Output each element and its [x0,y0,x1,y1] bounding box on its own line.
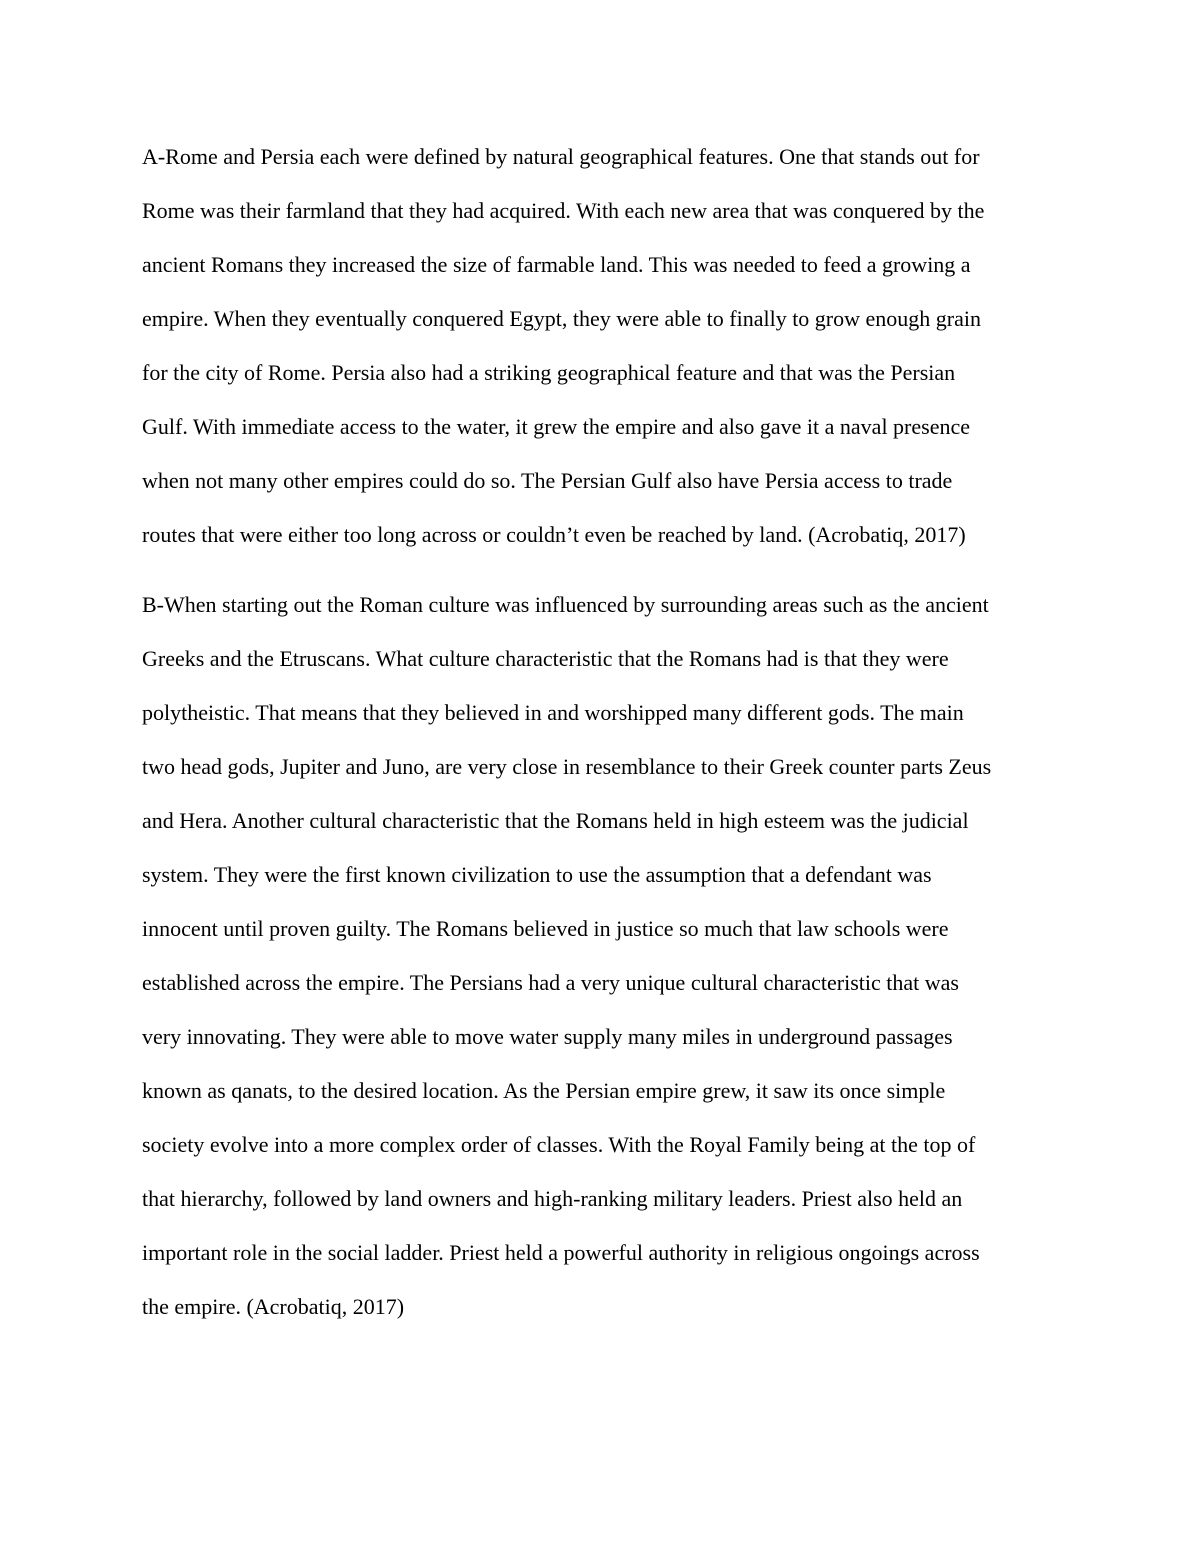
text-line: when not many other empires could do so. The Persian Gulf also have Persia access to trade [142,468,953,493]
text-line: for the city of Rome. Persia also had a striking geographical feature and that was the Persian [142,360,956,385]
text-line: Greeks and the Etruscans. What culture characteristic that the Romans had is that they were [142,646,949,671]
text-line: the empire. (Acrobatiq, 2017) [142,1294,405,1319]
text-line: Rome was their farmland that they had acquired. With each new area that was conquered by the [142,198,985,223]
text-line: and Hera. Another cultural characteristic that the Romans held in high esteem was the judicial [142,808,969,833]
text-line: A-Rome and Persia each were defined by natural geographical features. One that stands out for [142,144,980,169]
text-line: polytheistic. That means that they believed in and worshipped many different gods. The main [142,700,964,725]
text-line: that hierarchy, followed by land owners and high-ranking military leaders. Priest also held an [142,1186,963,1211]
text-line: very innovating. They were able to move water supply many miles in underground passages [142,1024,953,1049]
text-line: B-When starting out the Roman culture was influenced by surrounding areas such as the ancient [142,592,989,617]
text-line: empire. When they eventually conquered Egypt, they were able to finally to grow enough grain [142,306,981,331]
text-line: known as qanats, to the desired location. As the Persian empire grew, it saw its once simple [142,1078,946,1103]
text-line: ancient Romans they increased the size of farmable land. This was needed to feed a growing a [142,252,971,277]
text-line: innocent until proven guilty. The Romans believed in justice so much that law schools were [142,916,949,941]
text-line: Gulf. With immediate access to the water, it grew the empire and also gave it a naval presence [142,414,971,439]
text-line: important role in the social ladder. Priest held a powerful authority in religious ongoings across [142,1240,980,1265]
text-line: society evolve into a more complex order of classes. With the Royal Family being at the top of [142,1132,976,1157]
text-line: established across the empire. The Persians had a very unique cultural characteristic that was [142,970,959,995]
text-line: system. They were the first known civilization to use the assumption that a defendant was [142,862,932,887]
text-line: two head gods, Jupiter and Juno, are very close in resemblance to their Greek counter parts Zeus [142,754,992,779]
text-line: routes that were either too long across or couldn’t even be reached by land. (Acrobatiq, 2017) [142,522,966,547]
